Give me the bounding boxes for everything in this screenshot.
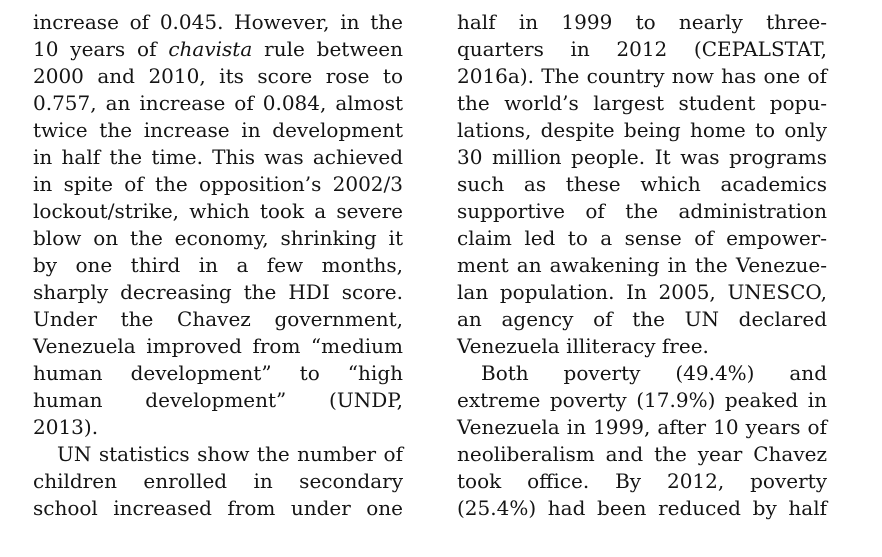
text-segment: human development” (UNDP, <box>33 388 403 412</box>
text-segment: neoliberalism and the year Chavez <box>457 442 827 466</box>
text-line <box>33 225 403 252</box>
text-segment: (25.4%) had been reduced by half <box>457 496 827 520</box>
text-line <box>457 171 827 198</box>
text-line <box>33 36 403 63</box>
text-line <box>33 279 403 306</box>
text-line <box>457 495 827 522</box>
text-line <box>33 117 403 144</box>
text-segment: took office. By 2012, poverty <box>457 469 827 493</box>
text-segment: 2016a). The country now has one of <box>457 64 827 88</box>
text-line <box>33 360 403 387</box>
text-segment: claim led to a sense of empower- <box>457 226 827 250</box>
text-segment: in half the time. This was achieved <box>33 145 403 169</box>
text-segment: Venezuela improved from “medium <box>33 334 403 358</box>
text-segment: lockout/strike, which took a severe <box>33 199 403 223</box>
text-segment: Under the Chavez government, <box>33 307 403 331</box>
text-segment: 30 million people. It was programs <box>457 145 827 169</box>
text-segment: school increased from under one <box>33 496 403 520</box>
text-segment: extreme poverty (17.9%) peaked in <box>457 388 827 412</box>
text-segment: 2013). <box>33 415 99 439</box>
text-line <box>33 252 403 279</box>
text-line <box>33 9 403 36</box>
text-segment: an agency of the UN declared <box>457 307 827 331</box>
text-line <box>457 387 827 414</box>
text-line <box>33 333 403 360</box>
text-line <box>457 225 827 252</box>
text-segment: such as these which academics <box>457 172 827 196</box>
text-line <box>33 441 403 468</box>
text-line <box>33 63 403 90</box>
text-line <box>457 468 827 495</box>
text-segment: supportive of the administration <box>457 199 827 223</box>
text-line <box>457 144 827 171</box>
text-segment: lan population. In 2005, UNESCO, <box>457 280 827 304</box>
text-segment: increase of 0.045. However, in the <box>33 10 403 34</box>
text-line <box>33 90 403 117</box>
text-segment: blow on the economy, shrinking it <box>33 226 403 250</box>
text-segment: UN statistics show the number of <box>57 442 403 466</box>
text-segment: 10 years of <box>33 37 169 61</box>
text-line <box>457 333 827 360</box>
text-segment: the world’s largest student popu- <box>457 91 827 115</box>
text-segment: by one third in a few months, <box>33 253 403 277</box>
text-line <box>33 387 403 414</box>
text-line <box>33 306 403 333</box>
text-line <box>457 360 827 387</box>
text-segment: twice the increase in development <box>33 118 403 142</box>
text-segment: quarters in 2012 (CEPALSTAT, <box>457 37 827 61</box>
text-segment: sharply decreasing the HDI score. <box>33 280 403 304</box>
text-line <box>457 63 827 90</box>
text-line <box>33 468 403 495</box>
text-line <box>457 117 827 144</box>
text-column-left <box>33 9 403 522</box>
italic-text-segment: chavista <box>168 37 253 61</box>
text-segment: human development” to “high <box>33 361 403 385</box>
text-segment: ment an awakening in the Venezue- <box>457 253 827 277</box>
text-segment: Both poverty (49.4%) and <box>481 361 827 385</box>
text-segment: 2000 and 2010, its score rose to <box>33 64 403 88</box>
text-line <box>457 9 827 36</box>
text-segment: Venezuela in 1999, after 10 years of <box>457 415 827 439</box>
text-segment: lations, despite being home to only <box>457 118 827 142</box>
text-line <box>33 414 403 441</box>
text-line <box>457 414 827 441</box>
text-segment: rule between <box>252 37 404 61</box>
text-line <box>457 36 827 63</box>
text-line <box>457 90 827 117</box>
text-line <box>457 306 827 333</box>
text-line <box>457 279 827 306</box>
text-line <box>33 171 403 198</box>
text-line <box>33 144 403 171</box>
text-column-right <box>457 9 827 522</box>
text-segment: 0.757, an increase of 0.084, almost <box>33 91 403 115</box>
text-segment: half in 1999 to nearly three- <box>457 10 827 34</box>
text-line <box>33 198 403 225</box>
text-line <box>457 441 827 468</box>
text-segment: Venezuela illiteracy free. <box>457 334 709 358</box>
text-line <box>33 495 403 522</box>
text-segment: children enrolled in secondary <box>33 469 403 493</box>
text-line <box>457 252 827 279</box>
text-segment: in spite of the opposition’s 2002/3 <box>33 172 403 196</box>
text-line <box>457 198 827 225</box>
